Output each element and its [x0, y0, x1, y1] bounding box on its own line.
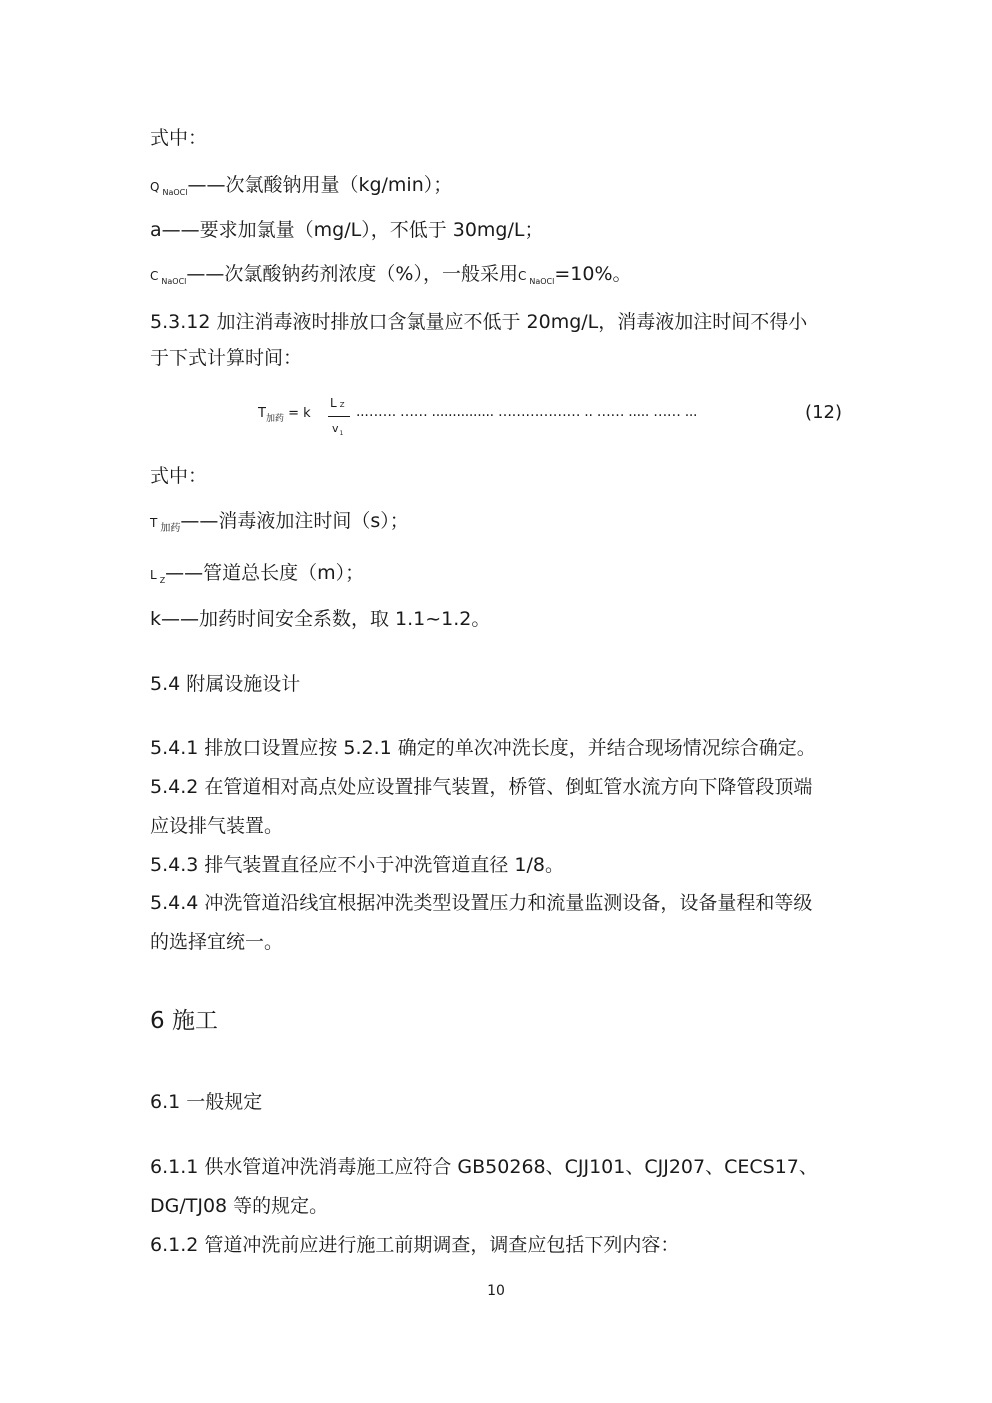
formula-lhs: [258, 406, 311, 424]
symbol: C: [150, 269, 159, 283]
definition-text: =10%。: [554, 263, 632, 285]
symbol: C: [517, 269, 527, 283]
definition-text: ——管道总长度（m）；: [165, 562, 365, 584]
subscript: NaOCl: [161, 277, 187, 286]
clause-5-4-1: 5.4.1 排放口设置应按 5.2.1 确定的单次冲洗长度，并结合现场情况综合确定。: [150, 737, 816, 759]
clause-5-3-12-cont: 于下式计算时间：: [150, 347, 303, 369]
definition-q-naocl: [150, 173, 452, 201]
formula-symbol: T: [258, 406, 266, 421]
numerator-symbol: L: [330, 396, 337, 410]
denominator-subscript: 1: [339, 430, 344, 437]
clause-6-1-1-cont: DG/TJ08 等的规定。: [150, 1195, 329, 1217]
clause-6-1-1: 6.1.1 供水管道冲洗消毒施工应符合 GB50268、CJJ101、CJJ207、CECS17、: [150, 1156, 818, 1178]
definition-k: k——加药时间安全系数，取 1.1~1.2。: [150, 608, 491, 630]
clause-5-4-2: 5.4.2 在管道相对高点处应设置排气装置，桥管、倒虹管水流方向下降管段顶端: [150, 776, 813, 798]
symbol: T: [150, 516, 158, 530]
definition-lz: [150, 561, 364, 589]
text-line: 式中：: [150, 127, 208, 149]
definition-a: a——要求加氯量（mg/L），不低于 30mg/L；: [150, 219, 544, 241]
definition-text: ——次氯酸钠药剂浓度（%），一般采用: [186, 263, 518, 285]
subscript: NaOCl: [529, 277, 555, 286]
numerator-subscript: Z: [339, 401, 345, 409]
clause-5-4-2-cont: 应设排气装置。: [150, 815, 284, 837]
definition-text: ——消毒液加注时间（s）；: [180, 510, 409, 532]
chapter-heading-6: 6 施工: [150, 1008, 218, 1034]
formula-fraction: [328, 396, 352, 442]
clause-5-4-3: 5.4.3 排气装置直径应不小于冲洗管道直径 1/8。: [150, 854, 565, 876]
subscript: 加药: [160, 523, 181, 534]
formula-subscript: 加药: [265, 414, 284, 424]
denominator-symbol: v: [332, 422, 339, 435]
subscript: Z: [159, 576, 166, 585]
formula-equals: = k: [288, 406, 311, 421]
fraction-denominator: [332, 422, 343, 435]
section-heading-5-4: 5.4 附属设施设计: [150, 673, 301, 695]
symbol: L: [150, 568, 157, 582]
clause-6-1-2: 6.1.2 管道冲洗前应进行施工前期调查，调查应包括下列内容：: [150, 1234, 680, 1256]
text-line: 式中：: [150, 465, 208, 487]
symbol: Q: [150, 180, 160, 194]
subscript: NaOCl: [162, 188, 188, 197]
page-number: 10: [487, 1283, 505, 1299]
leader-dots: ..……. …… ............... ……………… .. …… ..... …… ...: [356, 404, 698, 420]
fraction-numerator: [330, 396, 344, 410]
section-heading-6-1: 6.1 一般规定: [150, 1091, 263, 1113]
definition-text: ——次氯酸钠用量（kg/min）；: [187, 174, 453, 196]
fraction-bar: [328, 416, 350, 417]
clause-5-3-12: 5.3.12 加注消毒液时排放口含氯量应不低于 20mg/L，消毒液加注时间不得小: [150, 311, 808, 333]
clause-5-4-4: 5.4.4 冲洗管道沿线宜根据冲洗类型设置压力和流量监测设备，设备量程和等级: [150, 892, 813, 914]
clause-5-4-4-cont: 的选择宜统一。: [150, 931, 284, 953]
definition-c-naocl: [150, 262, 632, 290]
definition-t: [150, 509, 409, 537]
formula-12: [258, 396, 842, 446]
equation-number: (12): [805, 402, 842, 423]
